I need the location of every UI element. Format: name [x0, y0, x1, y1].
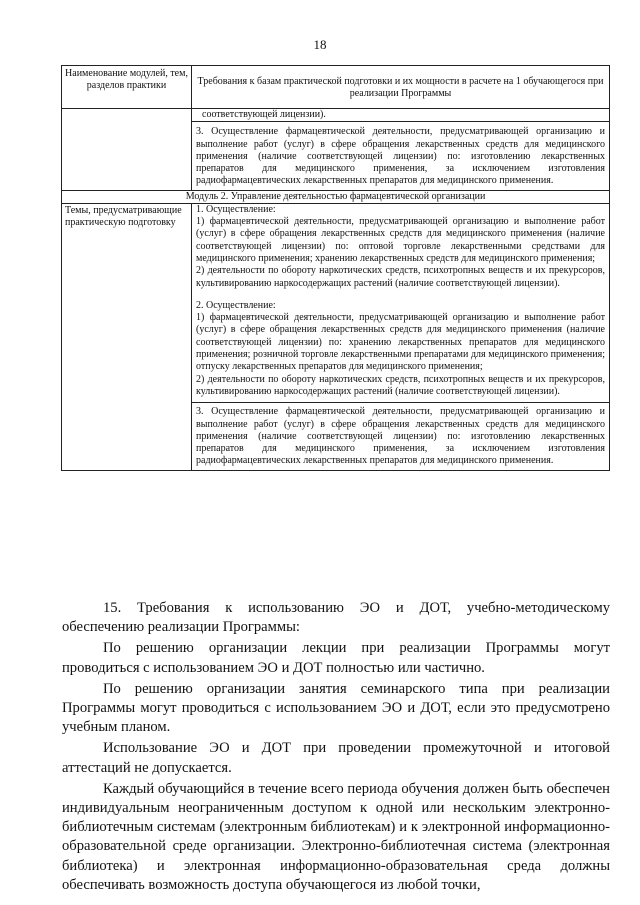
module-2-title: Модуль 2. Управление деятельностью фармацевтической организации — [62, 190, 610, 203]
block-2-item-2: 2) деятельности по обороту наркотических средств, психотропных веществ и их прекурсоров, культивированию наркосодержащих растений (наличие соответствующей лицензии). — [196, 373, 605, 397]
continuation-row — [62, 109, 610, 191]
paragraph-15: 15. Требования к использованию ЭО и ДОТ, учебно-методическому обеспечению реализации Программы: — [62, 600, 610, 636]
block-1-heading: 1. Осуществление: — [196, 203, 276, 215]
header-modules: Наименование модулей, тем, разделов практики — [62, 66, 192, 109]
paragraph-attestation: Использование ЭО и ДОТ при проведении промежуточной и итоговой аттестаций не допускается. — [62, 740, 610, 776]
continuation-left-cell — [62, 109, 192, 191]
requirement-block-2 — [196, 300, 605, 398]
paragraph-library-access: Каждый обучающийся в течение всего периода обучения должен быть обеспечен индивидуальным неограниченным доступом к одной или нескольким электронно-библиотечным системам (электронным библиотекам) и к электронной информационно-образовательной среде организации. Электронно-библиотечная система (электронная библиотека) и электронная информационно-образовательная среда должны обеспечивать возможность доступа обучающегося из любой точки, — [62, 780, 610, 893]
block-1-item-1: 1) фармацевтической деятельности, предусматривающей организацию и выполнение работ (услуг) в сфере обращения лекарственных средств для медицинского применения (наличие соответствующей лицензии) по: оптовой торговле лекарственными средствами для медицинского применения; хранению лекарственных средств для медицинского применения; — [196, 216, 605, 264]
header-requirements: Требования к базам практической подготовки и их мощности в расчете на 1 обучающегося при реализации Программы — [192, 66, 610, 109]
requirement-block-1 — [196, 204, 605, 290]
block-2-item-1: 1) фармацевтической деятельности, предусматривающей организацию и выполнение работ (услуг) в сфере обращения лекарственных средств для медицинского применения (наличие соответствующей лицензии) по: хранению лекарственных препаратов для медицинского применения; розничной торговле лекарственными препаратами для медицинского применения; отпуску лекарственных препаратов для медицинского применения; — [196, 312, 605, 373]
page-number: 18 — [313, 37, 327, 52]
requirements-table — [61, 65, 610, 471]
block-2-heading: 2. Осуществление: — [196, 299, 276, 311]
module-2-row — [62, 203, 610, 470]
paragraph-seminars: По решению организации занятия семинарского типа при реализации Программы могут проводиться с использованием ЭО и ДОТ, если это предусмотрено учебным планом. — [62, 680, 610, 736]
body-text — [62, 599, 610, 897]
cell-separator — [192, 121, 609, 122]
table-header-row — [62, 66, 610, 109]
requirement-block-3: 3. Осуществление фармацевтической деятельности, предусматривающей организацию и выполнение работ (услуг) в сфере обращения лекарственных средств для медицинского применения (наличие соответствующей лицензии) по: изготовлению лекарственных препаратов для медицинского применения, за исключением изготовления радиофармацевтических лекарственных препаратов для медицинского применения. — [196, 406, 605, 467]
continuation-cell — [192, 109, 610, 191]
continuation-item-3: 3. Осуществление фармацевтической деятельности, предусматривающей организацию и выполнение работ (услуг) в сфере обращения лекарственных средств для медицинского применения (наличие соответствующей лицензии) по: изготовлению лекарственных препаратов для медицинского применения, за исключением изготовления радиофармацевтических лекарственных препаратов для медицинского применения. — [196, 126, 605, 187]
module-2-requirements — [192, 203, 610, 470]
paragraph-lectures: По решению организации лекции при реализации Программы могут проводиться с использованием ЭО и ДОТ полностью или частично. — [62, 640, 610, 676]
topics-label: Темы, предусматривающие практическую подготовку — [62, 203, 192, 470]
continuation-tail: соответствующей лицензии). — [202, 109, 326, 120]
block-1-item-2: 2) деятельности по обороту наркотических средств, психотропных веществ и их прекурсоров, культивированию наркосодержащих растений (наличие соответствующей лицензии). — [196, 265, 605, 289]
module-row — [62, 190, 610, 203]
cell-separator — [192, 402, 609, 403]
